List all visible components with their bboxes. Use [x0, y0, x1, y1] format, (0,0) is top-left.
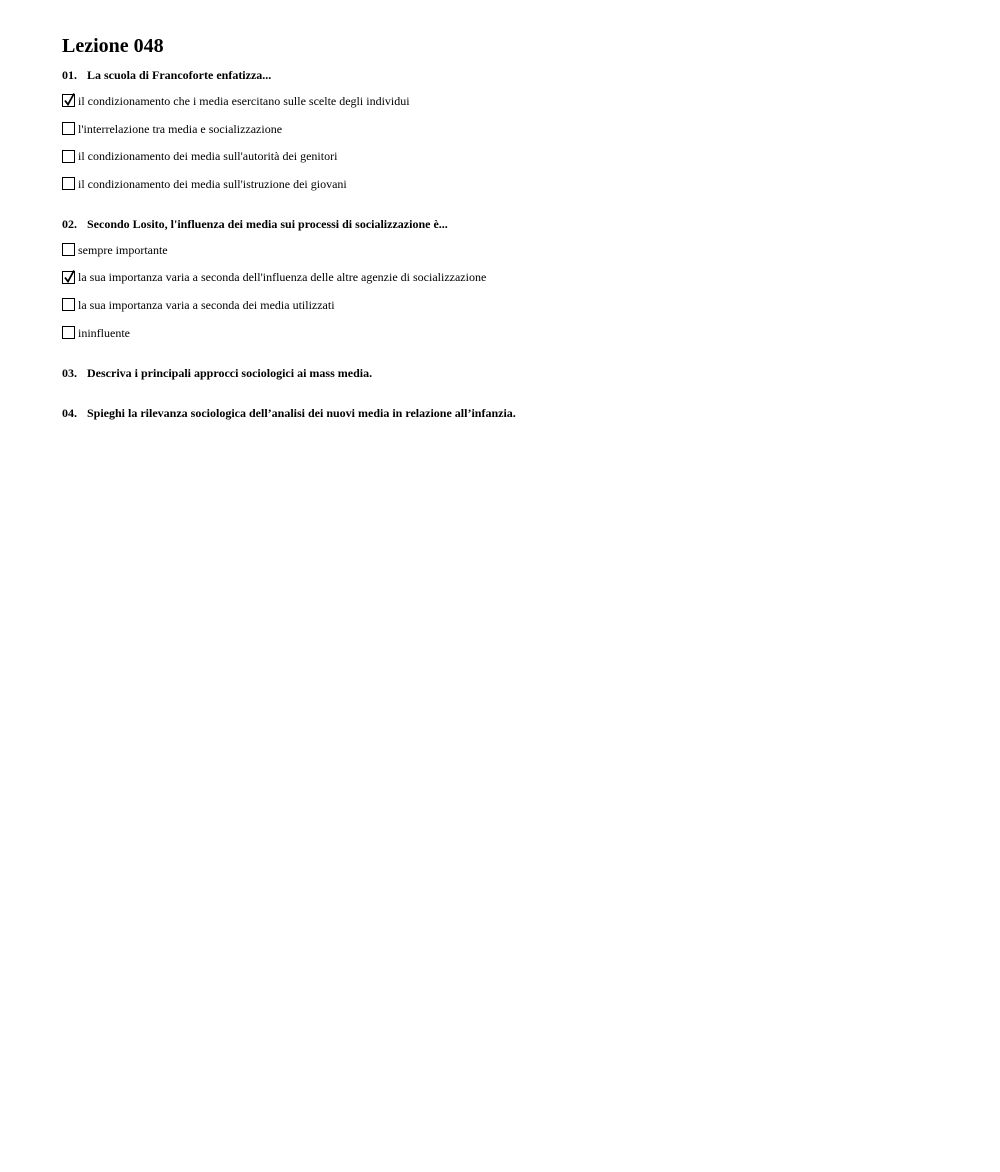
option-item — [62, 142, 962, 170]
option-text: il condizionamento dei media sull'autorità dei genitori — [78, 149, 338, 164]
question-number: 02. — [62, 216, 77, 231]
checkbox[interactable] — [62, 122, 75, 135]
checkbox[interactable] — [62, 298, 75, 311]
question-03 — [62, 366, 962, 381]
option-item — [62, 291, 962, 319]
checkbox[interactable] — [62, 94, 75, 107]
question-header — [62, 217, 962, 232]
question-header — [62, 68, 962, 83]
option-item — [62, 87, 962, 115]
option-text: la sua importanza varia a seconda dei media utilizzati — [78, 297, 335, 312]
question-number: 03. — [62, 365, 77, 380]
option-item — [62, 236, 962, 264]
option-text: la sua importanza varia a seconda dell'influenza delle altre agenzie di socializzazione — [78, 270, 487, 285]
option-item — [62, 319, 962, 347]
question-01 — [62, 68, 962, 198]
option-text: il condizionamento dei media sull'istruzione dei giovani — [78, 176, 347, 191]
options-list — [62, 236, 962, 347]
checkbox[interactable] — [62, 326, 75, 339]
question-header — [62, 406, 962, 421]
option-item — [62, 170, 962, 198]
checkbox[interactable] — [62, 271, 75, 284]
option-text: l'interrelazione tra media e socializzazione — [78, 121, 283, 136]
option-text: ininfluente — [78, 325, 130, 340]
option-text: il condizionamento che i media esercitano sulle scelte degli individui — [78, 93, 410, 108]
options-list — [62, 87, 962, 198]
checkbox[interactable] — [62, 150, 75, 163]
checkmark-icon — [63, 92, 76, 107]
question-text: Descriva i principali approcci sociologici ai mass media. — [87, 365, 373, 380]
question-text: Spieghi la rilevanza sociologica dell’analisi dei nuovi media in relazione all’infanzia. — [87, 405, 516, 420]
option-item — [62, 115, 962, 143]
checkbox[interactable] — [62, 243, 75, 256]
question-number: 04. — [62, 405, 77, 420]
question-header — [62, 366, 962, 381]
lesson-title: Lezione 048 — [62, 35, 164, 57]
question-04 — [62, 406, 962, 421]
checkmark-icon — [63, 269, 76, 284]
option-item — [62, 263, 962, 291]
question-text: Secondo Losito, l'influenza dei media sui processi di socializzazione è... — [87, 216, 448, 231]
document-page — [62, 34, 962, 421]
question-number: 01. — [62, 68, 77, 82]
checkbox[interactable] — [62, 177, 75, 190]
question-text: La scuola di Francoforte enfatizza... — [87, 68, 272, 82]
question-02 — [62, 217, 962, 347]
option-text: sempre importante — [78, 242, 168, 257]
